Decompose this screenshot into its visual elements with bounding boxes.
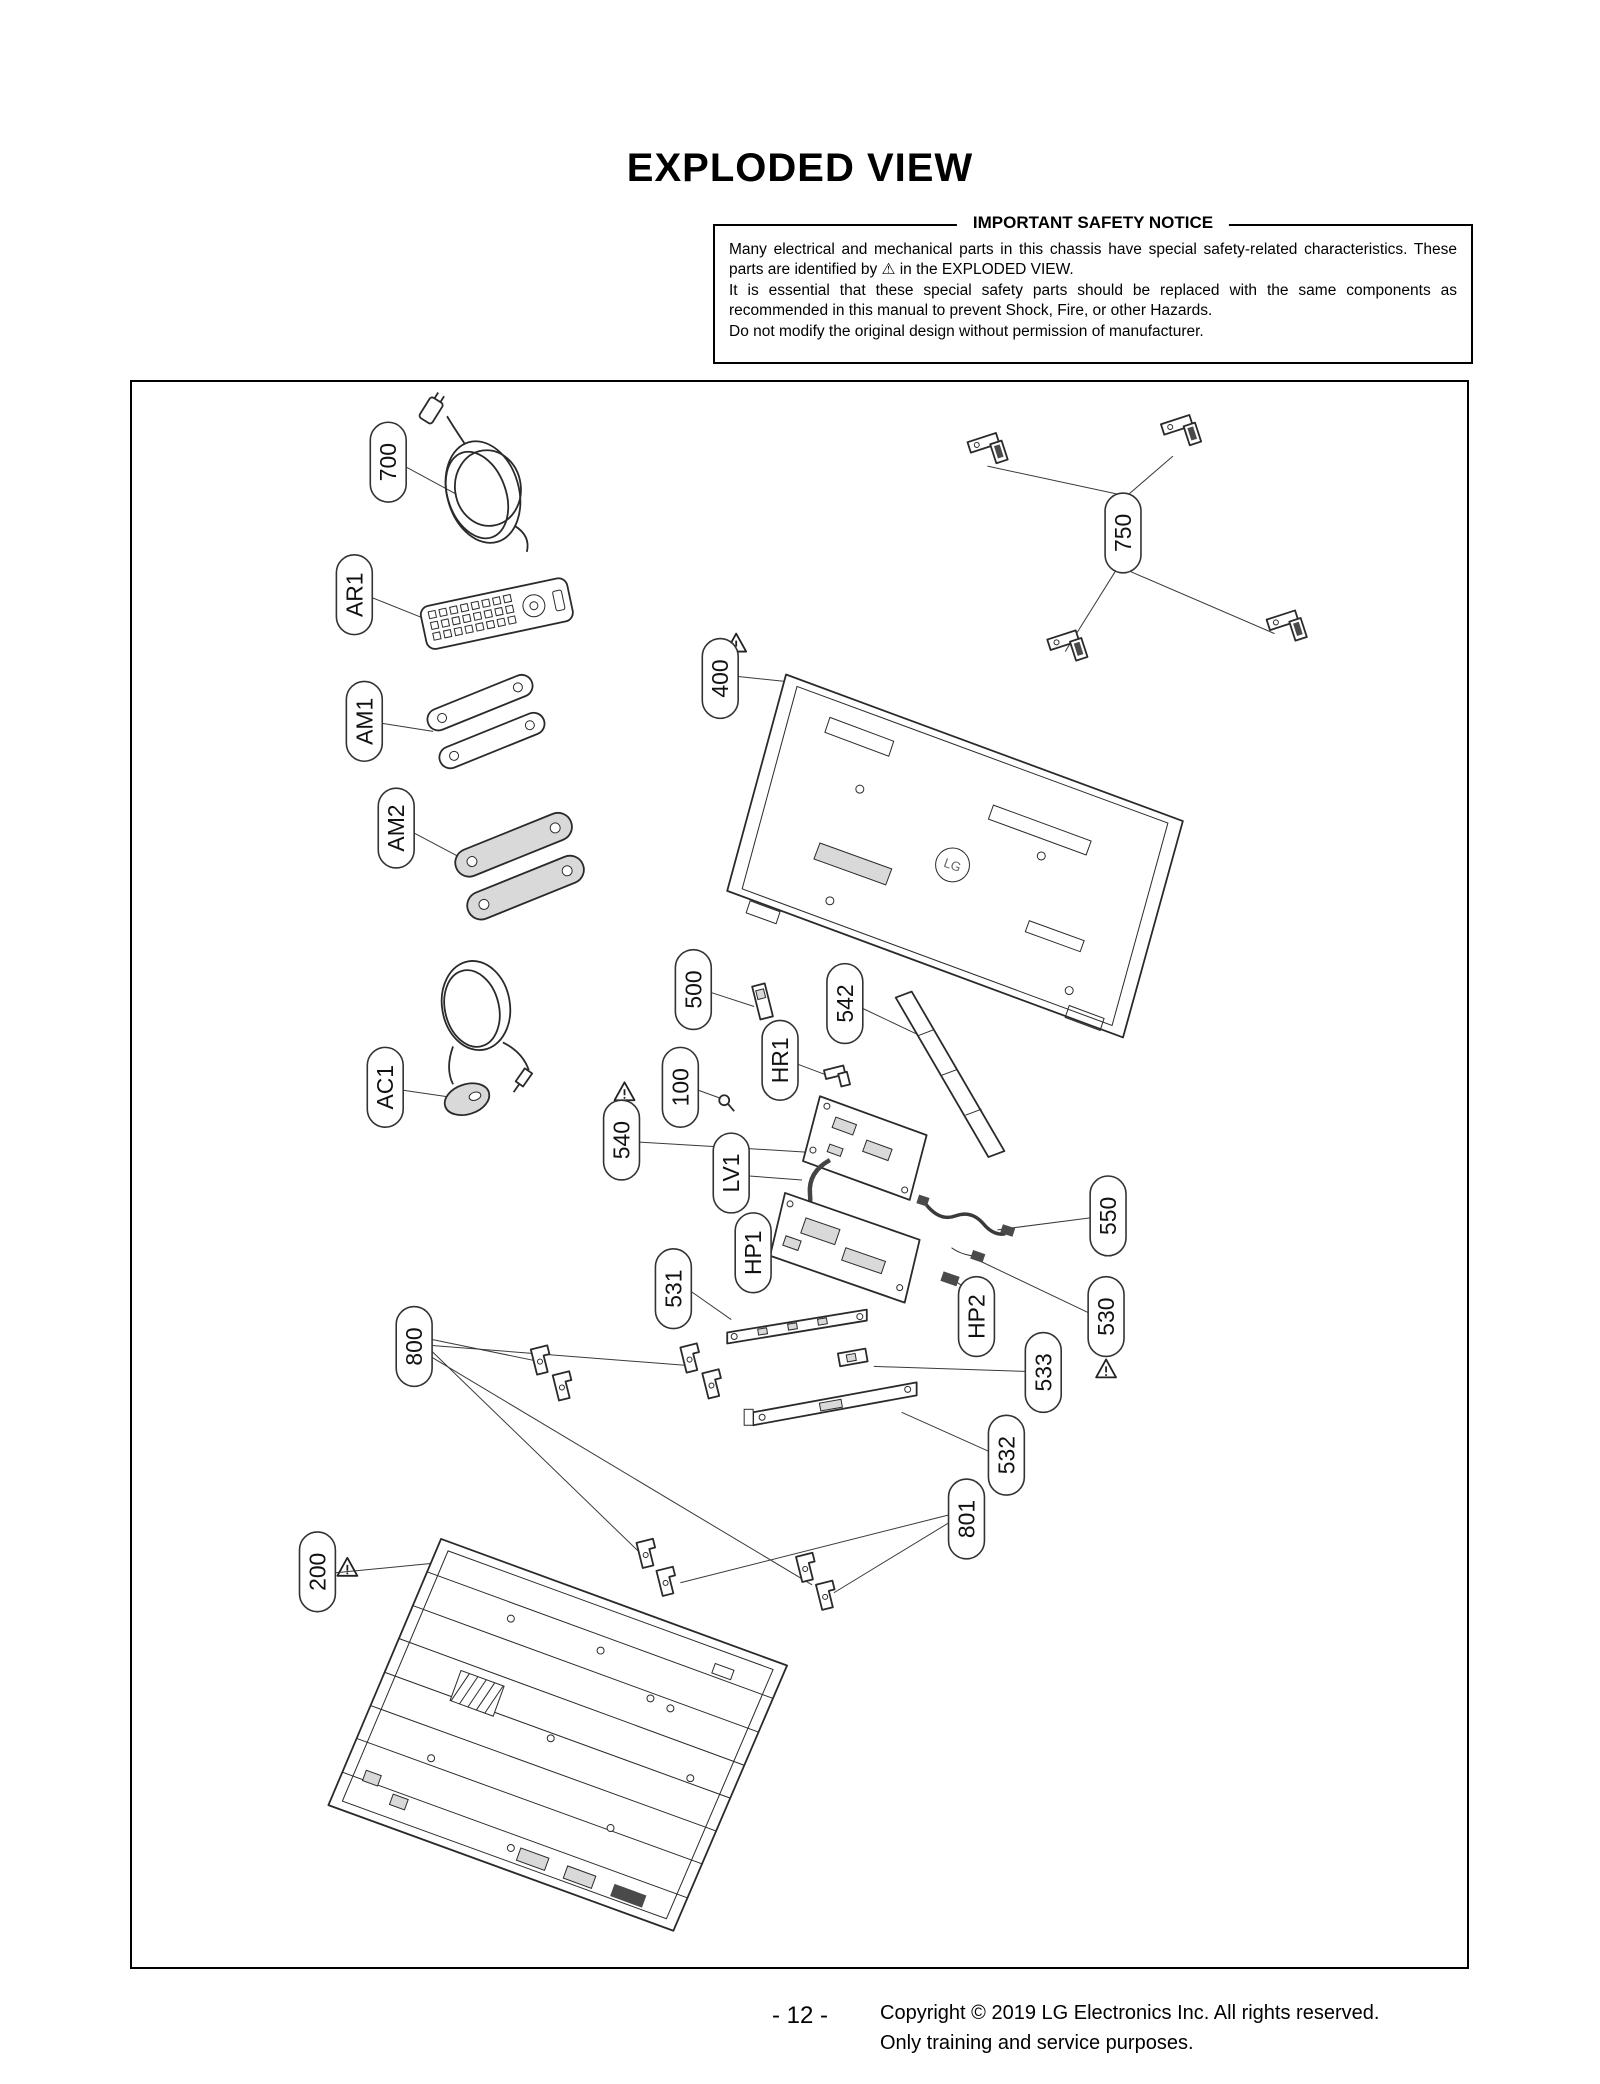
svg-text:HR1: HR1 (767, 1037, 794, 1084)
part-label-hr1 (762, 1020, 798, 1100)
clip-800-3 (680, 1343, 703, 1372)
part-label-550 (1090, 1176, 1126, 1256)
svg-text:AR1: AR1 (341, 572, 368, 618)
svg-text:750: 750 (1110, 513, 1137, 553)
copyright-line: Copyright © 2019 LG Electronics Inc. All rights reserved. (880, 2002, 1380, 2024)
part-200-main-frame (328, 1539, 787, 1931)
part-label-100 (662, 1047, 698, 1127)
warning-triangle-540 (615, 1082, 635, 1100)
part-label-hp2 (959, 1277, 995, 1357)
svg-text:800: 800 (401, 1327, 428, 1366)
part-label-532 (988, 1415, 1024, 1495)
clip-800-1 (531, 1345, 554, 1374)
part-532-board (744, 1382, 916, 1425)
wall-bracket-1 (967, 432, 1007, 470)
part-800-clips (531, 1343, 725, 1400)
part-label-400 (702, 639, 738, 719)
lg-logo: LG (941, 854, 964, 875)
svg-text:540: 540 (608, 1120, 635, 1160)
svg-text:AM2: AM2 (383, 804, 410, 852)
part-label-ac1 (367, 1047, 403, 1127)
wall-bracket-2 (1161, 414, 1201, 452)
part-label-531 (655, 1249, 691, 1329)
svg-text:400: 400 (707, 659, 734, 698)
part-550-cable-harness (916, 1195, 1015, 1237)
exploded-view-svg (132, 382, 1467, 1967)
page-title: EXPLODED VIEW (626, 146, 974, 190)
part-700-power-cable (418, 390, 531, 551)
part-label-ar1 (336, 555, 372, 635)
svg-text:700: 700 (375, 443, 402, 482)
safety-paragraph-1: Many electrical and mechanical parts in this chassis have special safety-related characteristics. These parts are identified by ⚠ in the EXPLODED VIEW. (729, 241, 1457, 279)
part-533-bracket (838, 1349, 868, 1367)
purpose-line: Only training and service purposes. (880, 2032, 1194, 2054)
part-label-801 (949, 1479, 985, 1559)
part-label-hp1 (735, 1213, 771, 1293)
exploded-view-diagram (130, 380, 1469, 1969)
part-label-am1 (346, 681, 382, 761)
part-label-700 (370, 422, 406, 502)
part-hr1-bracket (824, 1065, 850, 1090)
svg-text:531: 531 (660, 1269, 687, 1308)
warning-triangle-200 (337, 1558, 357, 1576)
part-hp2-connector (940, 1271, 959, 1286)
part-ar1-remote-control (419, 577, 574, 651)
svg-text:100: 100 (667, 1068, 694, 1107)
part-hp1-board (770, 1193, 920, 1303)
svg-text:542: 542 (831, 984, 858, 1023)
svg-text:530: 530 (1093, 1297, 1120, 1336)
safety-notice-box (713, 213, 1473, 364)
part-am2-straps (451, 809, 588, 924)
part-531-board (727, 1310, 867, 1344)
svg-text:533: 533 (1030, 1353, 1057, 1392)
svg-text:550: 550 (1095, 1196, 1122, 1236)
svg-text:200: 200 (304, 1552, 331, 1591)
part-label-540 (604, 1100, 640, 1180)
copyright-block (880, 1998, 1379, 2058)
svg-text:HP2: HP2 (963, 1294, 990, 1339)
part-530-connector (952, 1248, 986, 1263)
part-400-back-cover (727, 674, 1183, 1037)
part-label-542 (827, 964, 863, 1044)
safety-notice-title: IMPORTANT SAFETY NOTICE (957, 213, 1229, 233)
clip-801-4 (816, 1581, 839, 1610)
clip-800-4 (702, 1369, 725, 1398)
svg-text:HP1: HP1 (740, 1230, 767, 1276)
clip-800-2 (553, 1371, 576, 1400)
svg-text:AM1: AM1 (351, 697, 378, 745)
safety-paragraph-3: Do not modify the original design without permission of manufacturer. (729, 322, 1204, 340)
part-100-screw (719, 1095, 734, 1111)
part-label-750 (1105, 493, 1141, 573)
part-540-main-board (803, 1096, 927, 1200)
part-label-am2 (378, 788, 414, 868)
svg-text:500: 500 (680, 970, 707, 1009)
part-label-lv1 (713, 1133, 749, 1213)
part-am1-straps (424, 672, 548, 772)
part-label-200 (299, 1532, 335, 1612)
part-label-530 (1088, 1277, 1124, 1357)
svg-text:801: 801 (953, 1499, 980, 1539)
svg-text:532: 532 (993, 1436, 1020, 1475)
safety-notice-body (715, 226, 1471, 352)
part-500-bracket (752, 983, 773, 1019)
wall-bracket-4 (1267, 609, 1307, 647)
part-801-clips (636, 1539, 838, 1610)
part-ac1-ir-blaster-cable (435, 955, 532, 1120)
clip-801-2 (656, 1567, 679, 1596)
part-label-533 (1025, 1333, 1061, 1413)
clip-801-1 (636, 1539, 659, 1568)
svg-text:LV1: LV1 (718, 1153, 745, 1193)
page-number: - 12 - (771, 2002, 828, 2029)
safety-paragraph-2: It is essential that these special safety parts should be replaced with the same components as recommended in this manual to prevent Shock, Fire, or other Hazards. (729, 281, 1457, 320)
part-label-500 (675, 950, 711, 1030)
warning-triangle-530 (1096, 1359, 1116, 1377)
part-label-800 (396, 1307, 432, 1387)
svg-text:AC1: AC1 (372, 1064, 399, 1110)
